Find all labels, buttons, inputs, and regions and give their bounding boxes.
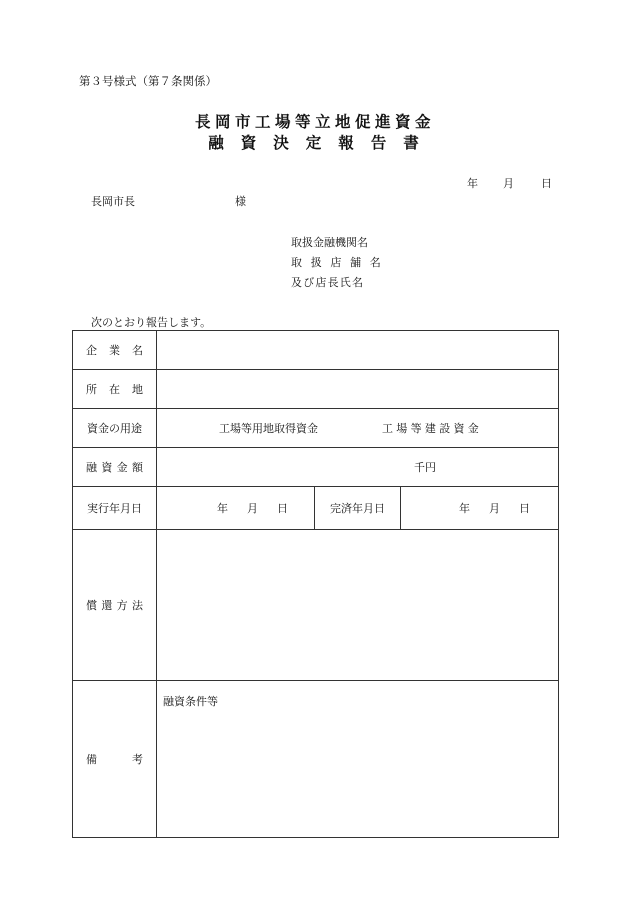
report-form-table xyxy=(72,330,559,838)
address-label-char: 地 xyxy=(132,383,143,396)
addressee-honorific: 様 xyxy=(235,195,246,208)
address-label-char: 所 xyxy=(86,383,97,396)
completion-year-label: 年 xyxy=(459,502,470,515)
date-month-label: 月 xyxy=(503,177,514,190)
repayment-label-char: 法 xyxy=(131,599,143,612)
completion-date-label-cell xyxy=(315,487,401,530)
company-label-char: 業 xyxy=(109,344,120,357)
completion-date-input-cell[interactable] xyxy=(401,487,559,530)
use-label-cell xyxy=(73,409,157,448)
repayment-input-cell[interactable] xyxy=(157,530,559,681)
remarks-label-cell xyxy=(73,681,157,838)
amount-unit: 千円 xyxy=(414,461,437,474)
use-option-construction[interactable]: 工場等建設資金 xyxy=(382,422,483,435)
company-label-char: 企 xyxy=(86,344,97,357)
amount-label-char: 額 xyxy=(131,461,143,474)
exec-day-label: 日 xyxy=(277,502,288,515)
document-title-line1: 長岡市工場等立地促進資金 xyxy=(194,112,435,131)
completion-month-label: 月 xyxy=(489,502,500,515)
completion-date-label: 完済年月日 xyxy=(330,502,385,515)
company-label-char: 名 xyxy=(132,344,143,357)
remarks-label-char: 考 xyxy=(132,753,143,766)
company-input-cell[interactable] xyxy=(157,331,559,370)
bank-institution-label: 取扱金融機関名 xyxy=(291,236,368,249)
address-row xyxy=(73,370,559,409)
remarks-label-char: 備 xyxy=(86,753,97,766)
exec-year-label: 年 xyxy=(217,502,228,515)
repayment-label-char: 償 xyxy=(86,599,97,612)
amount-row xyxy=(73,448,559,487)
exec-date-input-cell[interactable] xyxy=(157,487,315,530)
use-label: 資金の用途 xyxy=(87,422,142,435)
remarks-input-cell[interactable] xyxy=(157,681,559,838)
dates-row xyxy=(73,487,559,530)
addressee-name: 長岡市長 xyxy=(91,195,135,208)
repayment-label-cell xyxy=(73,530,157,681)
address-input-cell[interactable] xyxy=(157,370,559,409)
repayment-label-char: 還 xyxy=(101,599,113,612)
use-row xyxy=(73,409,559,448)
completion-day-label: 日 xyxy=(519,502,530,515)
date-year-label: 年 xyxy=(467,177,478,190)
exec-date-label: 実行年月日 xyxy=(87,502,142,515)
use-option-land[interactable]: 工場等用地取得資金 xyxy=(219,422,318,435)
exec-date-label-cell xyxy=(73,487,157,530)
amount-label-char: 融 xyxy=(86,461,97,474)
amount-label-char: 資 xyxy=(101,461,113,474)
address-label-cell xyxy=(73,370,157,409)
bank-manager-label: 及び店長氏名 xyxy=(291,276,365,289)
amount-input-cell[interactable] xyxy=(157,448,559,487)
form-number: 第３号様式（第７条関係） xyxy=(79,74,217,88)
remarks-row xyxy=(73,681,559,838)
company-row xyxy=(73,331,559,370)
company-label-cell xyxy=(73,331,157,370)
bank-branch-label: 取 扱 店 舗 名 xyxy=(291,256,384,269)
exec-month-label: 月 xyxy=(247,502,258,515)
intro-text: 次のとおり報告します。 xyxy=(91,316,212,329)
document-title-line2: 融資決定報告書 xyxy=(208,133,436,152)
address-label-char: 在 xyxy=(109,383,120,396)
amount-label-char: 金 xyxy=(116,461,128,474)
amount-label-cell xyxy=(73,448,157,487)
use-options-cell[interactable] xyxy=(157,409,559,448)
date-day-label: 日 xyxy=(541,177,552,190)
repayment-label-char: 方 xyxy=(116,599,128,612)
repayment-row xyxy=(73,530,559,681)
remarks-note: 融資条件等 xyxy=(163,695,218,708)
